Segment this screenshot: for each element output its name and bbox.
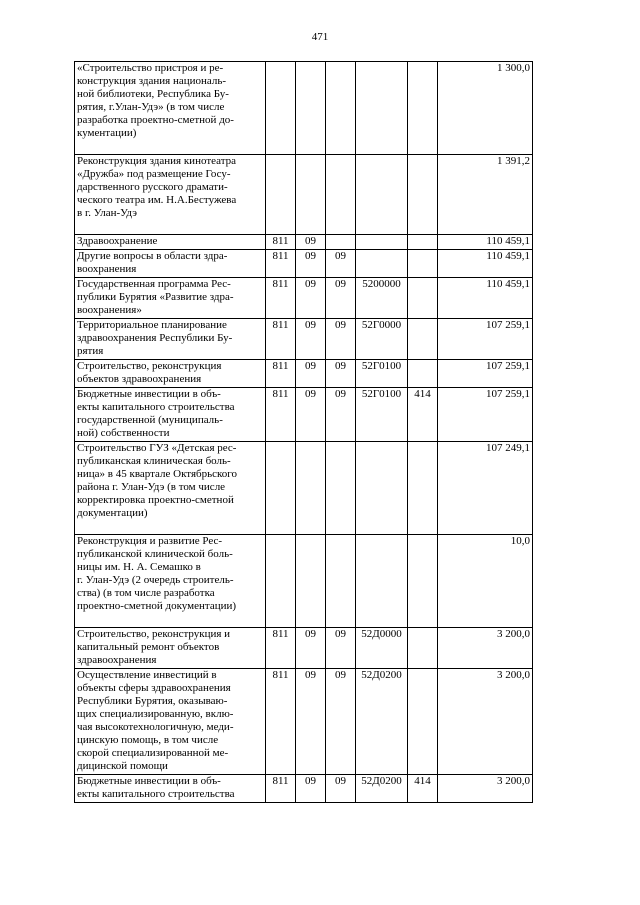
row-ved-cell: 811 <box>266 628 296 669</box>
row-name-cell: Бюджетные инвестиции в объ- екты капитального строительства государственной (муниципаль- ной) собственности <box>75 388 266 442</box>
row-csr-cell <box>356 62 408 155</box>
row-sum-cell: 110 459,1 <box>438 235 533 250</box>
row-csr-cell: 52Г0100 <box>356 388 408 442</box>
row-name-cell: Здравоохранение <box>75 235 266 250</box>
row-pr-cell <box>326 442 356 535</box>
row-sum-cell: 3 200,0 <box>438 669 533 775</box>
page-number: 471 <box>311 31 329 43</box>
row-vr-cell: 414 <box>408 775 438 803</box>
row-sum-cell: 107 249,1 <box>438 442 533 535</box>
row-ved-cell: 811 <box>266 360 296 388</box>
row-ved-cell <box>266 535 296 628</box>
row-ved-cell: 811 <box>266 250 296 278</box>
row-sum-cell: 3 200,0 <box>438 775 533 803</box>
row-rz-cell <box>296 155 326 235</box>
row-vr-cell: 414 <box>408 388 438 442</box>
row-vr-cell <box>408 62 438 155</box>
row-name-cell: Государственная программа Рес- публики Бурятия «Развитие здра- воохранения» <box>75 278 266 319</box>
row-csr-cell: 52Д0200 <box>356 775 408 803</box>
row-pr-cell: 09 <box>326 628 356 669</box>
row-rz-cell: 09 <box>296 388 326 442</box>
row-pr-cell: 09 <box>326 278 356 319</box>
row-pr-cell: 09 <box>326 250 356 278</box>
row-sum-cell: 110 459,1 <box>438 278 533 319</box>
row-name-cell: Территориальное планирование здравоохранения Республики Бу- рятия <box>75 319 266 360</box>
row-vr-cell <box>408 442 438 535</box>
row-ved-cell <box>266 62 296 155</box>
table-row <box>75 360 533 388</box>
row-sum-cell: 1 391,2 <box>438 155 533 235</box>
row-rz-cell: 09 <box>296 775 326 803</box>
table-row <box>75 235 533 250</box>
row-csr-cell: 52Г0100 <box>356 360 408 388</box>
row-name-cell: Строительство, реконструкция объектов здравоохранения <box>75 360 266 388</box>
row-vr-cell <box>408 669 438 775</box>
row-vr-cell <box>408 155 438 235</box>
row-ved-cell: 811 <box>266 235 296 250</box>
row-rz-cell: 09 <box>296 250 326 278</box>
row-vr-cell <box>408 235 438 250</box>
table-row <box>75 442 533 535</box>
row-rz-cell: 09 <box>296 278 326 319</box>
row-csr-cell: 52Д0000 <box>356 628 408 669</box>
row-name-cell: Осуществление инвестиций в объекты сферы здравоохранения Республики Бурятия, оказываю- щих специализированную, вклю- чая высокотехнологичную, меди- цинскую помощь, в том числе скорой специализированной ме- дицинской помощи <box>75 669 266 775</box>
row-pr-cell: 09 <box>326 360 356 388</box>
row-pr-cell <box>326 155 356 235</box>
row-csr-cell <box>356 155 408 235</box>
row-sum-cell: 107 259,1 <box>438 388 533 442</box>
row-rz-cell: 09 <box>296 319 326 360</box>
row-csr-cell <box>356 235 408 250</box>
row-sum-cell: 110 459,1 <box>438 250 533 278</box>
row-pr-cell: 09 <box>326 319 356 360</box>
row-rz-cell: 09 <box>296 235 326 250</box>
table-row <box>75 628 533 669</box>
row-sum-cell: 3 200,0 <box>438 628 533 669</box>
row-ved-cell <box>266 442 296 535</box>
table-row <box>75 775 533 803</box>
row-rz-cell <box>296 62 326 155</box>
row-csr-cell <box>356 250 408 278</box>
row-pr-cell <box>326 235 356 250</box>
table-row <box>75 319 533 360</box>
row-rz-cell: 09 <box>296 669 326 775</box>
row-vr-cell <box>408 278 438 319</box>
row-name-cell: Реконструкция и развитие Рес- публиканской клинической боль- ницы им. Н. А. Семашко в г. Улан-Удэ (2 очередь строитель- ства) (в том числе разработка проектно-сметной документации) <box>75 535 266 628</box>
row-pr-cell <box>326 535 356 628</box>
budget-table-body <box>75 62 533 803</box>
row-csr-cell <box>356 535 408 628</box>
row-rz-cell <box>296 442 326 535</box>
row-csr-cell: 52Г0000 <box>356 319 408 360</box>
row-name-cell: Строительство ГУЗ «Детская рес- публиканская клиническая боль- ница» в 45 квартале Октябрьского района г. Улан-Удэ (в том числе корректировка проектно-сметной документации) <box>75 442 266 535</box>
table-row <box>75 669 533 775</box>
table-row <box>75 155 533 235</box>
row-vr-cell <box>408 319 438 360</box>
row-ved-cell: 811 <box>266 319 296 360</box>
row-pr-cell <box>326 62 356 155</box>
row-rz-cell: 09 <box>296 360 326 388</box>
table-row <box>75 388 533 442</box>
row-sum-cell: 1 300,0 <box>438 62 533 155</box>
row-csr-cell: 5200000 <box>356 278 408 319</box>
row-vr-cell <box>408 360 438 388</box>
row-vr-cell <box>408 535 438 628</box>
row-name-cell: «Строительство пристроя и ре- конструкция здания националь- ной библиотеки, Республика Бу- рятия, г.Улан-Удэ» (в том числе разработка проектно-сметной до- кументации) <box>75 62 266 155</box>
row-sum-cell: 107 259,1 <box>438 319 533 360</box>
row-csr-cell <box>356 442 408 535</box>
row-name-cell: Реконструкция здания кинотеатра «Дружба» под размещение Госу- дарственного русского драмати- ческого театра им. Н.А.Бестужева в г. Улан-Удэ <box>75 155 266 235</box>
table-row <box>75 278 533 319</box>
row-ved-cell: 811 <box>266 775 296 803</box>
row-vr-cell <box>408 628 438 669</box>
row-pr-cell: 09 <box>326 775 356 803</box>
row-csr-cell: 52Д0200 <box>356 669 408 775</box>
row-pr-cell: 09 <box>326 388 356 442</box>
row-vr-cell <box>408 250 438 278</box>
budget-table <box>74 61 533 803</box>
row-ved-cell: 811 <box>266 278 296 319</box>
row-name-cell: Другие вопросы в области здра- воохранения <box>75 250 266 278</box>
table-row <box>75 535 533 628</box>
table-row <box>75 62 533 155</box>
table-row <box>75 250 533 278</box>
row-rz-cell <box>296 535 326 628</box>
row-ved-cell <box>266 155 296 235</box>
row-sum-cell: 10,0 <box>438 535 533 628</box>
row-rz-cell: 09 <box>296 628 326 669</box>
row-ved-cell: 811 <box>266 669 296 775</box>
row-sum-cell: 107 259,1 <box>438 360 533 388</box>
row-name-cell: Бюджетные инвестиции в объ- екты капитального строительства <box>75 775 266 803</box>
row-name-cell: Строительство, реконструкция и капитальный ремонт объектов здравоохранения <box>75 628 266 669</box>
row-ved-cell: 811 <box>266 388 296 442</box>
row-pr-cell: 09 <box>326 669 356 775</box>
